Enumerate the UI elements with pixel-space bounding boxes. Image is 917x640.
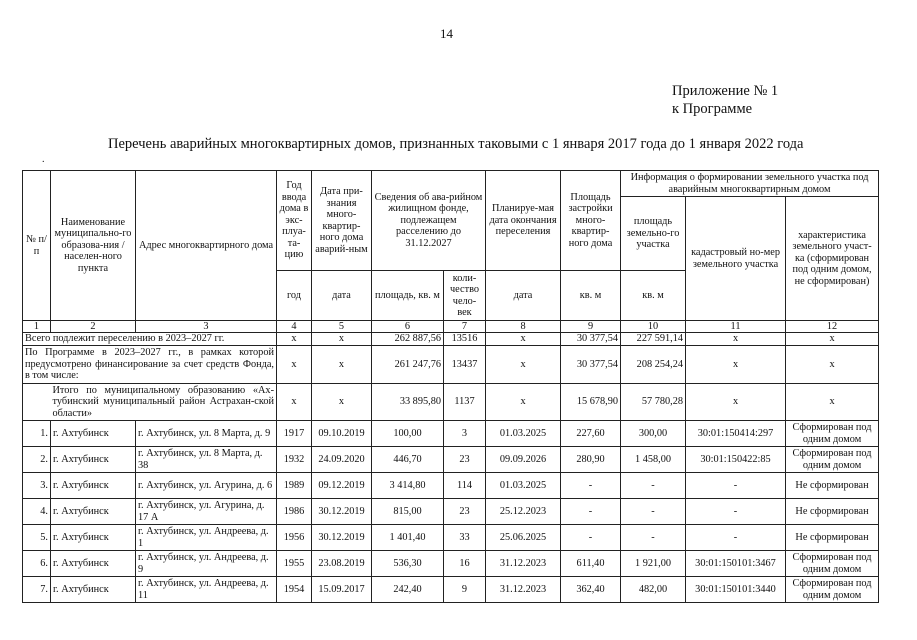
row-address: г. Ахтубинск, ул. Андреева, д. 1 bbox=[136, 525, 277, 551]
summary-characteristic: х bbox=[786, 333, 879, 346]
column-number: 2 bbox=[51, 321, 136, 333]
row-number: 6. bbox=[23, 551, 51, 577]
row-end-date: 25.12.2023 bbox=[486, 499, 561, 525]
row-cadastral: - bbox=[686, 525, 786, 551]
row-building-area: 362,40 bbox=[561, 577, 621, 603]
row-recognition-date: 23.08.2019 bbox=[312, 551, 372, 577]
row-area: 1 401,40 bbox=[372, 525, 444, 551]
row-address: г. Ахтубинск, ул. 8 Марта, д. 38 bbox=[136, 447, 277, 473]
summary-building-area: 30 377,54 bbox=[561, 346, 621, 384]
row-year: 1955 bbox=[277, 551, 312, 577]
table-row bbox=[23, 499, 879, 525]
row-characteristic: Сформирован под одним домом bbox=[786, 551, 879, 577]
summary-land-area: 57 780,28 bbox=[621, 384, 686, 421]
summary-characteristic: х bbox=[786, 384, 879, 421]
table-row bbox=[23, 473, 879, 499]
row-characteristic: Сформирован под одним домом bbox=[786, 447, 879, 473]
column-number: 3 bbox=[136, 321, 277, 333]
row-end-date: 01.03.2025 bbox=[486, 421, 561, 447]
column-number: 6 bbox=[372, 321, 444, 333]
unit-area: площадь, кв. м bbox=[372, 271, 444, 321]
summary-people: 13516 bbox=[444, 333, 486, 346]
row-cadastral: 30:01:150422:85 bbox=[686, 447, 786, 473]
row-cadastral: 30:01:150101:3467 bbox=[686, 551, 786, 577]
column-number: 11 bbox=[686, 321, 786, 333]
column-number: 5 bbox=[312, 321, 372, 333]
row-building-area: - bbox=[561, 473, 621, 499]
row-land-area: 1 458,00 bbox=[621, 447, 686, 473]
column-number: 1 bbox=[23, 321, 51, 333]
row-end-date: 09.09.2026 bbox=[486, 447, 561, 473]
row-address: г. Ахтубинск, ул. 8 Марта, д. 9 bbox=[136, 421, 277, 447]
row-end-date: 01.03.2025 bbox=[486, 473, 561, 499]
col-header-characteristic: характеристика земельного участ-ка (сформирован под одним домом, не сформирован) bbox=[786, 197, 879, 321]
unit-end-date: дата bbox=[486, 271, 561, 321]
row-area: 446,70 bbox=[372, 447, 444, 473]
row-recognition-date: 09.10.2019 bbox=[312, 421, 372, 447]
row-year: 1986 bbox=[277, 499, 312, 525]
column-number: 10 bbox=[621, 321, 686, 333]
summary-land-area: 208 254,24 bbox=[621, 346, 686, 384]
row-locality: г. Ахтубинск bbox=[51, 421, 136, 447]
unit-building-area: кв. м bbox=[561, 271, 621, 321]
column-number: 9 bbox=[561, 321, 621, 333]
col-header-land-info: Информация о формировании земельного участка под аварийным многоквартирным домом bbox=[621, 171, 879, 197]
column-number: 8 bbox=[486, 321, 561, 333]
row-area: 100,00 bbox=[372, 421, 444, 447]
row-land-area: 1 921,00 bbox=[621, 551, 686, 577]
row-cadastral: - bbox=[686, 499, 786, 525]
summary-area: 33 895,80 bbox=[372, 384, 444, 421]
table-row bbox=[23, 447, 879, 473]
column-number-row bbox=[23, 321, 879, 333]
emergency-housing-table bbox=[22, 170, 879, 603]
row-cadastral: 30:01:150101:3440 bbox=[686, 577, 786, 603]
col-header-address: Адрес многоквартирного дома bbox=[136, 171, 277, 321]
appendix-line-1: Приложение № 1 bbox=[672, 83, 779, 99]
row-number: 5. bbox=[23, 525, 51, 551]
column-number: 7 bbox=[444, 321, 486, 333]
row-year: 1989 bbox=[277, 473, 312, 499]
row-recognition-date: 24.09.2020 bbox=[312, 447, 372, 473]
row-locality: г. Ахтубинск bbox=[51, 525, 136, 551]
summary-row-program bbox=[23, 346, 879, 384]
row-year: 1956 bbox=[277, 525, 312, 551]
page-number: 14 bbox=[440, 26, 453, 41]
row-area: 536,30 bbox=[372, 551, 444, 577]
summary-year: х bbox=[277, 384, 312, 421]
row-end-date: 25.06.2025 bbox=[486, 525, 561, 551]
unit-year: год bbox=[277, 271, 312, 321]
row-building-area: 611,40 bbox=[561, 551, 621, 577]
row-locality: г. Ахтубинск bbox=[51, 473, 136, 499]
summary-land-area: 227 591,14 bbox=[621, 333, 686, 346]
col-header-land-area: площадь земельно-го участка bbox=[621, 197, 686, 271]
summary-end: х bbox=[486, 384, 561, 421]
col-header-recognition-date: Дата при-знания много-квартир-ного дома аварий-ным bbox=[312, 171, 372, 271]
col-header-municipality: Наименование муниципально-го образова-ния / населен-ного пункта bbox=[51, 171, 136, 321]
row-number: 1. bbox=[23, 421, 51, 447]
row-locality: г. Ахтубинск bbox=[51, 551, 136, 577]
summary-spacer bbox=[23, 384, 51, 421]
row-people: 33 bbox=[444, 525, 486, 551]
summary-label: Итого по муниципальному образованию «Ах-тубинский муниципальный район Астрахан-ской области» bbox=[51, 384, 277, 421]
summary-cadastral: х bbox=[686, 384, 786, 421]
table-row bbox=[23, 525, 879, 551]
column-number: 12 bbox=[786, 321, 879, 333]
summary-cadastral: х bbox=[686, 333, 786, 346]
summary-row-total bbox=[23, 333, 879, 346]
unit-land-area: кв. м bbox=[621, 271, 686, 321]
row-characteristic: Не сформирован bbox=[786, 473, 879, 499]
row-characteristic: Сформирован под одним домом bbox=[786, 577, 879, 603]
row-number: 2. bbox=[23, 447, 51, 473]
summary-building-area: 15 678,90 bbox=[561, 384, 621, 421]
summary-date: х bbox=[312, 346, 372, 384]
row-cadastral: 30:01:150414:297 bbox=[686, 421, 786, 447]
summary-characteristic: х bbox=[786, 346, 879, 384]
row-area: 242,40 bbox=[372, 577, 444, 603]
row-land-area: 300,00 bbox=[621, 421, 686, 447]
row-building-area: 280,90 bbox=[561, 447, 621, 473]
summary-row-municipality bbox=[23, 384, 879, 421]
col-header-resettlement-info: Сведения об ава-рийном жилищном фонде, подлежащем расселению до 31.12.2027 bbox=[372, 171, 486, 271]
summary-date: х bbox=[312, 384, 372, 421]
summary-end: х bbox=[486, 333, 561, 346]
unit-people: коли-чество чело-век bbox=[444, 271, 486, 321]
row-year: 1917 bbox=[277, 421, 312, 447]
row-characteristic: Сформирован под одним домом bbox=[786, 421, 879, 447]
row-land-area: - bbox=[621, 473, 686, 499]
row-area: 3 414,80 bbox=[372, 473, 444, 499]
col-header-cadastral: кадастровый но-мер земельного участка bbox=[686, 197, 786, 321]
row-recognition-date: 30.12.2019 bbox=[312, 499, 372, 525]
row-building-area: 227,60 bbox=[561, 421, 621, 447]
row-address: г. Ахтубинск, ул. Агурина, д. 17 А bbox=[136, 499, 277, 525]
column-number: 4 bbox=[277, 321, 312, 333]
row-area: 815,00 bbox=[372, 499, 444, 525]
row-locality: г. Ахтубинск bbox=[51, 499, 136, 525]
margin-mark: . bbox=[42, 154, 45, 165]
col-header-planned-end: Планируе-мая дата окончания переселения bbox=[486, 171, 561, 271]
document-title: Перечень аварийных многоквартирных домов, признанных таковыми с 1 января 2017 года до 1 января 2022 года bbox=[108, 136, 804, 152]
summary-building-area: 30 377,54 bbox=[561, 333, 621, 346]
row-number: 7. bbox=[23, 577, 51, 603]
row-people: 3 bbox=[444, 421, 486, 447]
summary-label: По Программе в 2023–2027 гг., в рамках которой предусмотрено финансирование за счет средств Фонда, в том числе: bbox=[23, 346, 277, 384]
row-people: 23 bbox=[444, 447, 486, 473]
row-number: 3. bbox=[23, 473, 51, 499]
summary-area: 261 247,76 bbox=[372, 346, 444, 384]
row-recognition-date: 15.09.2017 bbox=[312, 577, 372, 603]
row-people: 9 bbox=[444, 577, 486, 603]
row-recognition-date: 09.12.2019 bbox=[312, 473, 372, 499]
appendix-caption bbox=[672, 82, 778, 118]
summary-year: х bbox=[277, 346, 312, 384]
col-header-num: № п/п bbox=[23, 171, 51, 321]
col-header-year: Год ввода дома в экс-плуа-та-цию bbox=[277, 171, 312, 271]
row-cadastral: - bbox=[686, 473, 786, 499]
table-row bbox=[23, 551, 879, 577]
row-people: 23 bbox=[444, 499, 486, 525]
unit-date: дата bbox=[312, 271, 372, 321]
row-characteristic: Не сформирован bbox=[786, 499, 879, 525]
summary-label: Всего подлежит переселению в 2023–2027 гг. bbox=[23, 333, 277, 346]
row-land-area: - bbox=[621, 499, 686, 525]
row-building-area: - bbox=[561, 525, 621, 551]
row-address: г. Ахтубинск, ул. Андреева, д. 11 bbox=[136, 577, 277, 603]
row-locality: г. Ахтубинск bbox=[51, 447, 136, 473]
row-end-date: 31.12.2023 bbox=[486, 551, 561, 577]
appendix-line-2: к Программе bbox=[672, 101, 753, 117]
summary-people: 13437 bbox=[444, 346, 486, 384]
row-land-area: 482,00 bbox=[621, 577, 686, 603]
row-locality: г. Ахтубинск bbox=[51, 577, 136, 603]
row-land-area: - bbox=[621, 525, 686, 551]
table-row bbox=[23, 577, 879, 603]
table-row bbox=[23, 421, 879, 447]
row-number: 4. bbox=[23, 499, 51, 525]
summary-end: х bbox=[486, 346, 561, 384]
row-year: 1954 bbox=[277, 577, 312, 603]
summary-area: 262 887,56 bbox=[372, 333, 444, 346]
row-characteristic: Не сформирован bbox=[786, 525, 879, 551]
col-header-building-area: Площадь застройки много-квартир-ного дома bbox=[561, 171, 621, 271]
row-building-area: - bbox=[561, 499, 621, 525]
summary-cadastral: х bbox=[686, 346, 786, 384]
row-year: 1932 bbox=[277, 447, 312, 473]
row-recognition-date: 30.12.2019 bbox=[312, 525, 372, 551]
summary-date: х bbox=[312, 333, 372, 346]
row-people: 16 bbox=[444, 551, 486, 577]
summary-people: 1137 bbox=[444, 384, 486, 421]
row-address: г. Ахтубинск, ул. Агурина, д. 6 bbox=[136, 473, 277, 499]
row-address: г. Ахтубинск, ул. Андреева, д. 9 bbox=[136, 551, 277, 577]
row-people: 114 bbox=[444, 473, 486, 499]
summary-year: х bbox=[277, 333, 312, 346]
row-end-date: 31.12.2023 bbox=[486, 577, 561, 603]
